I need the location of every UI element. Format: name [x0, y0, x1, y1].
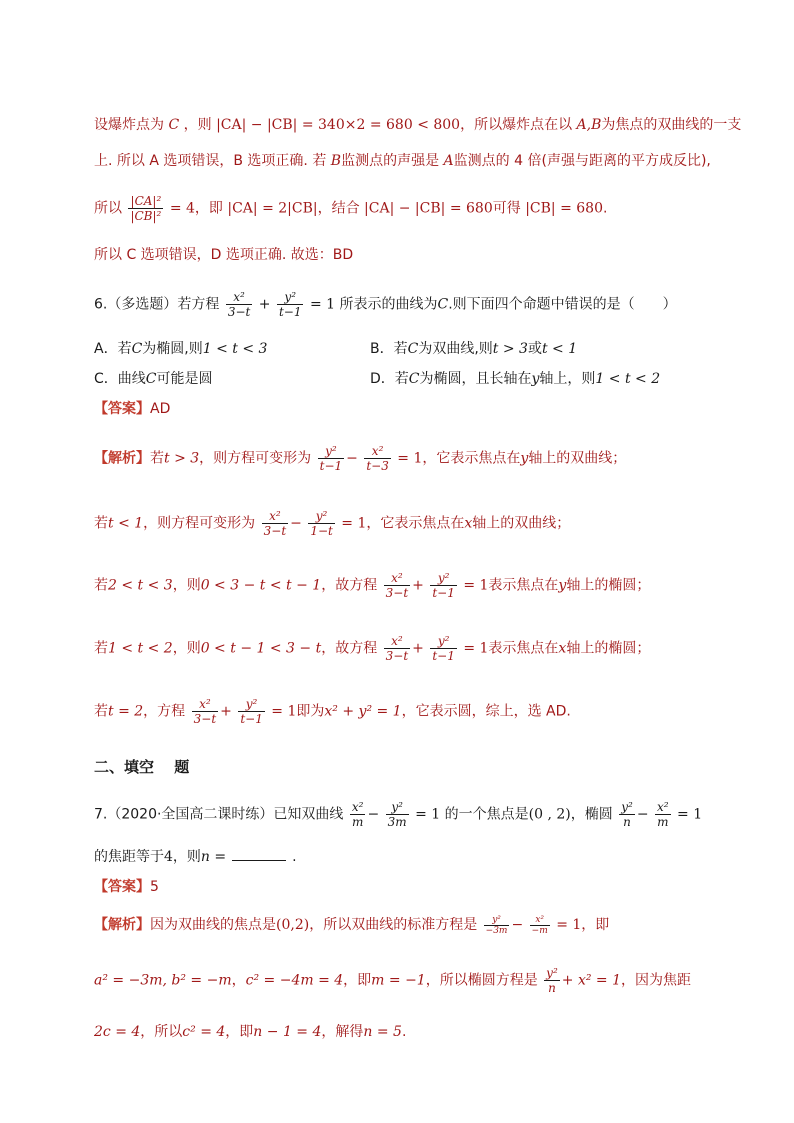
question-7-stem: 7.（2020·全国高二课时练）已知双曲线 $\frac{\text{x²}}{m}$ − $\frac{\text{y²}}{3m}$ = 1 的一个焦点是(0 , 2)，椭圆 $\frac{\text{y²}}{n}$ − $\frac{\text{x²}}{m}$ = 1: [94, 800, 703, 829]
q7-analysis-3: 2c = 4，所以c² = 4，即n − 1 = 4，解得n = 5.: [94, 1024, 407, 1040]
section-2-heading: 二、填空 题: [94, 758, 190, 776]
prev-solution-line-1: 设爆炸点为 C ，则 |CA| − |CB| = 340×2 = 680 < 800，所以爆炸点在以 A,B为焦点的双曲线的一支: [94, 117, 742, 133]
question-6-stem: 6.（多选题）若方程 $\frac{\text{x²}}{3-t}$ + $\frac{\text{y²}}{t-1}$ = 1 所表示的曲线为C.则下面四个命题中错误的是（ ）: [94, 290, 677, 319]
option-c[interactable]: C．曲线C可能是圆: [94, 371, 213, 387]
q6-analysis-2: 若t < 1，则方程可变形为 $\frac{\text{x²}}{3-t}$ − $\frac{\text{y²}}{1-t}$ = 1，它表示焦点在x轴上的双曲线；: [94, 509, 571, 538]
option-d[interactable]: D．若C为椭圆，且长轴在y轴上，则1 < t < 2: [370, 371, 661, 387]
q6-analysis-1: 【解析】若t > 3，则方程可变形为 $\frac{\text{y²}}{t-1}$ − $\frac{\text{x²}}{t-3}$ = 1，它表示焦点在y轴上的双曲线；: [94, 444, 627, 473]
q6-analysis-3: 若2 < t < 3，则0 < 3 − t < t − 1，故方程 $\frac{\text{x²}}{3-t}$ + $\frac{\text{y²}}{t-1}$ = 1表示焦点在y轴上的椭圆；: [94, 571, 651, 600]
q6-analysis-5: 若t = 2，方程 $\frac{\text{x²}}{3-t}$ + $\frac{\text{y²}}{t-1}$ = 1即为x² + y² = 1，它表示圆，综上，选 AD.: [94, 697, 571, 726]
q7-analysis-2: a² = −3m, b² = −m，c² = −4m = 4，即m = −1，所以椭圆方程是 $\frac{\text{y²}}{n}$ + x² = 1，因为焦距: [94, 966, 691, 995]
q6-analysis-4: 若1 < t < 2，则0 < t − 1 < 3 − t，故方程 $\frac{\text{x²}}{3-t}$ + $\frac{\text{y²}}{t-1}$ = 1表示焦点在x轴上的椭圆；: [94, 634, 651, 663]
question-7-line-2: 的焦距等于4，则n = .: [94, 846, 297, 868]
prev-solution-line-4: 所以 C 选项错误，D 选项正确. 故选：BD: [94, 247, 354, 263]
prev-solution-line-2: 上. 所以 A 选项错误，B 选项正确. 若 B监测点的声强是 A监测点的 4 倍(声强与距离的平方成反比),: [94, 153, 711, 169]
q7-analysis-1: 【解析】因为双曲线的焦点是(0,2)，所以双曲线的标准方程是 $\frac{\text{y²}}{-3m}$ − $\frac{\text{x²}}{-m}$ = 1，即: [94, 914, 610, 936]
answer-blank[interactable]: [232, 846, 286, 861]
prev-solution-line-3: 所以 $\frac{\text{|CA|²}}{\text{|CB|²}}$ = 4，即 |CA| = 2|CB|，结合 |CA| − |CB| = 680可得 |CB| = 680.: [94, 194, 608, 223]
ratio-fraction: $\frac{\text{|CA|²}}{\text{|CB|²}}$: [130, 194, 162, 223]
option-a[interactable]: A．若C为椭圆,则1 < t < 3: [94, 341, 268, 357]
question-7-answer: 【答案】5: [94, 879, 159, 895]
option-b[interactable]: B．若C为双曲线,则t > 3或t < 1: [370, 341, 578, 357]
question-6-answer: 【答案】AD: [94, 401, 171, 417]
